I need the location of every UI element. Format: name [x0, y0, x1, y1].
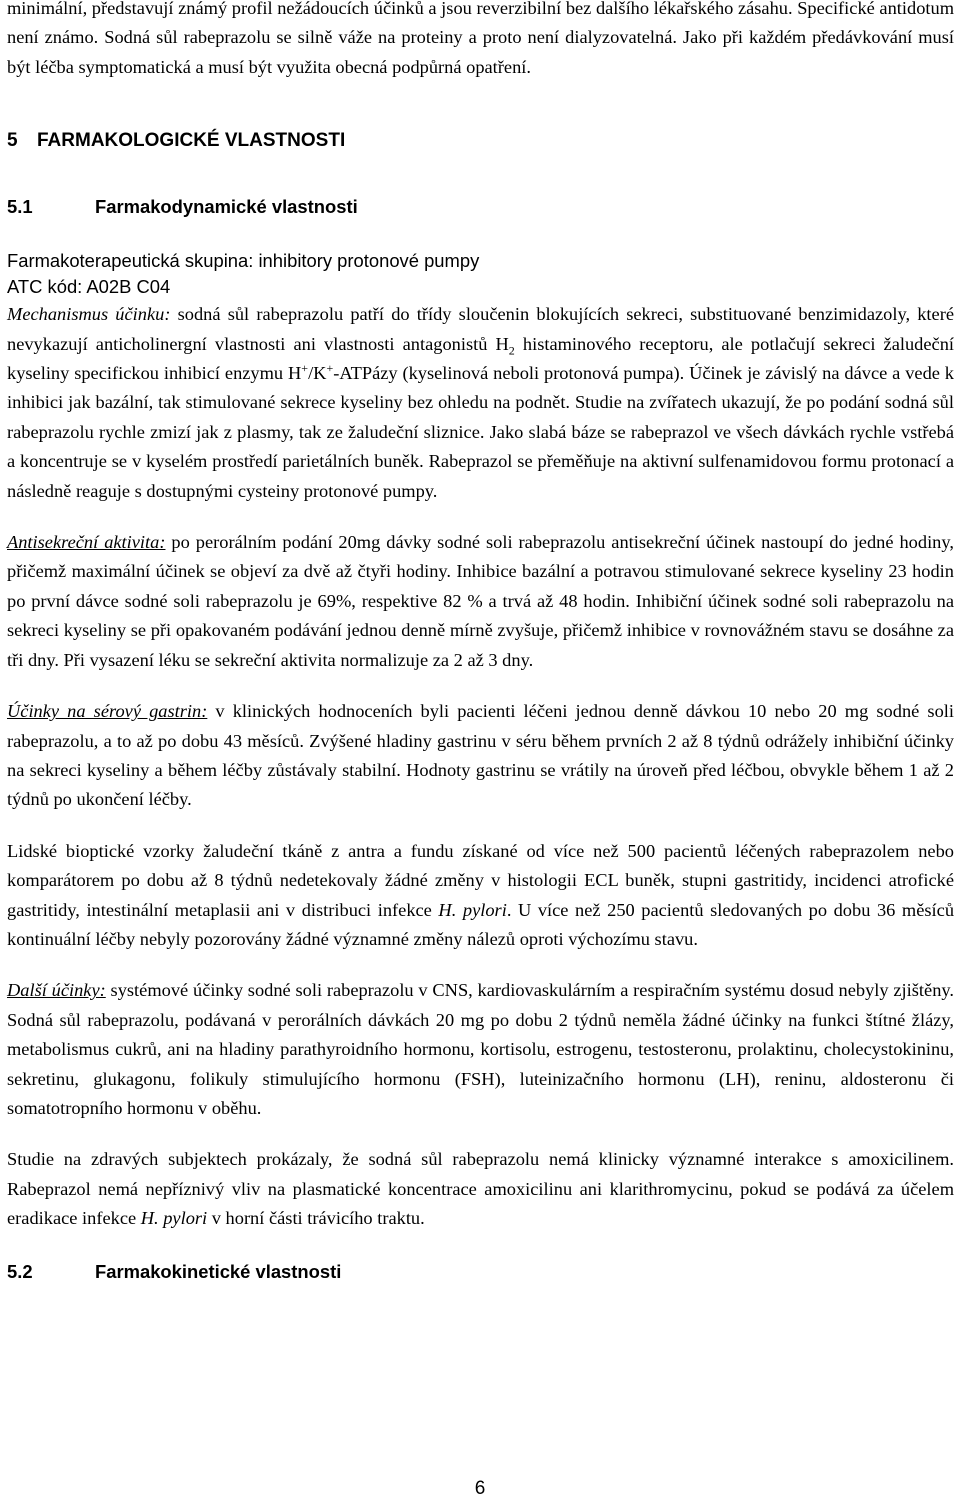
mechanism-text-b: histaminového receptoru, ale potlačují sekreci žaludeční kyseliny specifickou inhibicí enzymu H	[7, 333, 954, 384]
gastrin-text: v klinických hodnoceních byli pacienti léčeni jednou denně dávkou 10 nebo 20 mg sodné soli rabeprazolu, a to až po dobu 43 měsíců. Zvýšené hladiny gastrinu v séru během prvních 2 až 8 týdnů odrážely inhibiční účinky na sekreci kyseliny a během léčby zůstávaly stabilní. Hodnoty gastrinu se vrátily na úroveň před léčbou, obvykle během 1 až 2 týdnů po ukončení léčby.	[7, 701, 954, 810]
section-5-2-title: Farmakokinetické vlastnosti	[95, 1260, 342, 1282]
atc-code: ATC kód: A02B C04	[7, 276, 171, 298]
mechanism-label: Mechanismus účinku:	[7, 304, 171, 325]
interactions-text-a: Studie na zdravých subjektech prokázaly, že sodná sůl rabeprazolu nemá klinicky významné interakce s amoxicilinem. Rabeprazol nemá nepříznivý vliv na plasmatické koncentrace amoxicilinu ani klarithromycinu, pokud se podává za účelem eradikace infekce	[7, 1149, 954, 1229]
biopsy-species: H. pylori	[438, 899, 507, 920]
interactions-species: H. pylori	[140, 1208, 208, 1229]
other-effects-text: systémové účinky sodné soli rabeprazolu v CNS, kardiovaskulárním a respiračním systému dosud nebyly zjištěny. Sodná sůl rabeprazolu, podávaná v perorálních dávkách 20 mg po dobu 2 týdnů neměla žádné účinky na funkci štítné žlázy, metabolismus cukrů, ani na hladiny parathyroidního hormonu, kortisolu, estrogenu, testosteronu, prolaktinu, cholecystokininu, sekretinu, glukagonu, folikuly stimulujícího hormonu (FSH), luteinizačního hormonu (LH), reninu, aldosteronu či somatotropního hormonu v oběhu.	[7, 980, 954, 1118]
biopsy-paragraph	[7, 837, 954, 955]
interactions-text-b: v horní části trávicího traktu.	[207, 1208, 425, 1229]
pharmacotherapeutic-group: Farmakoterapeutická skupina: inhibitory protonové pumpy	[7, 250, 480, 272]
section-5-1-title: Farmakodynamické vlastnosti	[95, 196, 358, 218]
document-page	[7, 0, 954, 1284]
interactions-paragraph	[7, 1145, 954, 1233]
section-5-2-number: 5.2	[7, 1260, 33, 1282]
mechanism-text-a: sodná sůl rabeprazolu patří do třídy sloučenin blokujících sekreci, substituované benzimidazoly, které nevykazují anticholinergní vlastnosti ani vlastnosti antagonistů H	[7, 304, 954, 354]
mechanism-paragraph	[7, 300, 954, 506]
other-effects-paragraph	[7, 976, 954, 1123]
other-effects-label: Další účinky:	[7, 980, 106, 1001]
mechanism-sup-k: +	[326, 360, 334, 375]
section-5-2-heading	[7, 1260, 954, 1284]
section-5-heading	[7, 129, 954, 153]
mechanism-text-c: /K	[308, 363, 327, 384]
section-5-number: 5	[7, 130, 18, 152]
biopsy-text-b: . U více než 250 pacientů sledovaných po dobu 36 měsíců kontinuální léčby nebyly pozorovány žádné významné změny nálezů oproti výchozímu stavu.	[7, 899, 955, 949]
mechanism-sub-2: 2	[508, 343, 515, 358]
section-5-1-heading	[7, 195, 954, 219]
section-5-title: FARMAKOLOGICKÉ VLASTNOSTI	[37, 130, 346, 152]
gastrin-label: Účinky na sérový gastrin:	[7, 701, 208, 722]
section-5-1-number: 5.1	[7, 196, 33, 218]
mechanism-sup-h: +	[301, 360, 309, 375]
antisecretory-text: po perorálním podání 20mg dávky sodné soli rabeprazolu antisekreční účinek nastoupí do jedné hodiny, přičemž maximální účinek se objeví za dvě až čtyři hodiny. Inhibice bazální a potravou stimulované sekrece kyseliny 23 hodin po první dávce sodné soli rabeprazolu je 69%, respektive 82 % a trvá až 48 hodin. Inhibiční účinek sodné soli rabeprazolu na sekreci kyseliny se při opakovaném podávání jednou denně mírně zvyšuje, přičemž inhibice v rovnovážném stavu se dosáhne za tři dny. Při vysazení léku se sekreční aktivita normalizuje za 2 až 3 dny.	[7, 532, 954, 670]
gastrin-paragraph	[7, 697, 954, 815]
mechanism-text-d: -ATPázy (kyselinová neboli protonová pumpa). Účinek je závislý na dávce a vede k inhibici jak bazální, tak stimulované sekrece kyseliny bez ohledu na podnět. Studie na zvířatech ukazují, že po podání sodná sůl rabeprazolu rychle zmizí jak z plasmy, tak ze žaludeční sliznice. Jako slabá báze se rabeprazol ve všech dávkách rychle vstřebá a koncentruje se v kyselém prostředí parietálních buněk. Rabeprazol se přeměňuje na aktivní sulfenamidovou formu protonací a následně reaguje s dostupnými cysteiny protonové pumpy.	[7, 363, 954, 501]
overdose-paragraph: minimální, představují známý profil nežádoucích účinků a jsou reverzibilní bez dalšího lékařského zásahu. Specifické antidotum není známo. Sodná sůl rabeprazolu se silně váže na proteiny a proto není dialyzovatelná. Jako při každém předávkování musí být léčba symptomatická a musí být využita obecná podpůrná opatření.	[7, 0, 954, 77]
antisecretory-paragraph	[7, 528, 954, 675]
page-number: 6	[474, 1478, 486, 1499]
antisecretory-label: Antisekreční aktivita:	[7, 532, 166, 553]
biopsy-text-a: Lidské bioptické vzorky žaludeční tkáně z antra a fundu získané od více než 500 pacientů léčených rabeprazolem nebo komparátorem po dobu až 8 týdnů nedetekovaly žádné změny v histologii ECL buněk, stupni gastritidy, incidenci atrofické gastritidy, intestinální metaplasii ani v distribuci infekce	[7, 840, 954, 920]
